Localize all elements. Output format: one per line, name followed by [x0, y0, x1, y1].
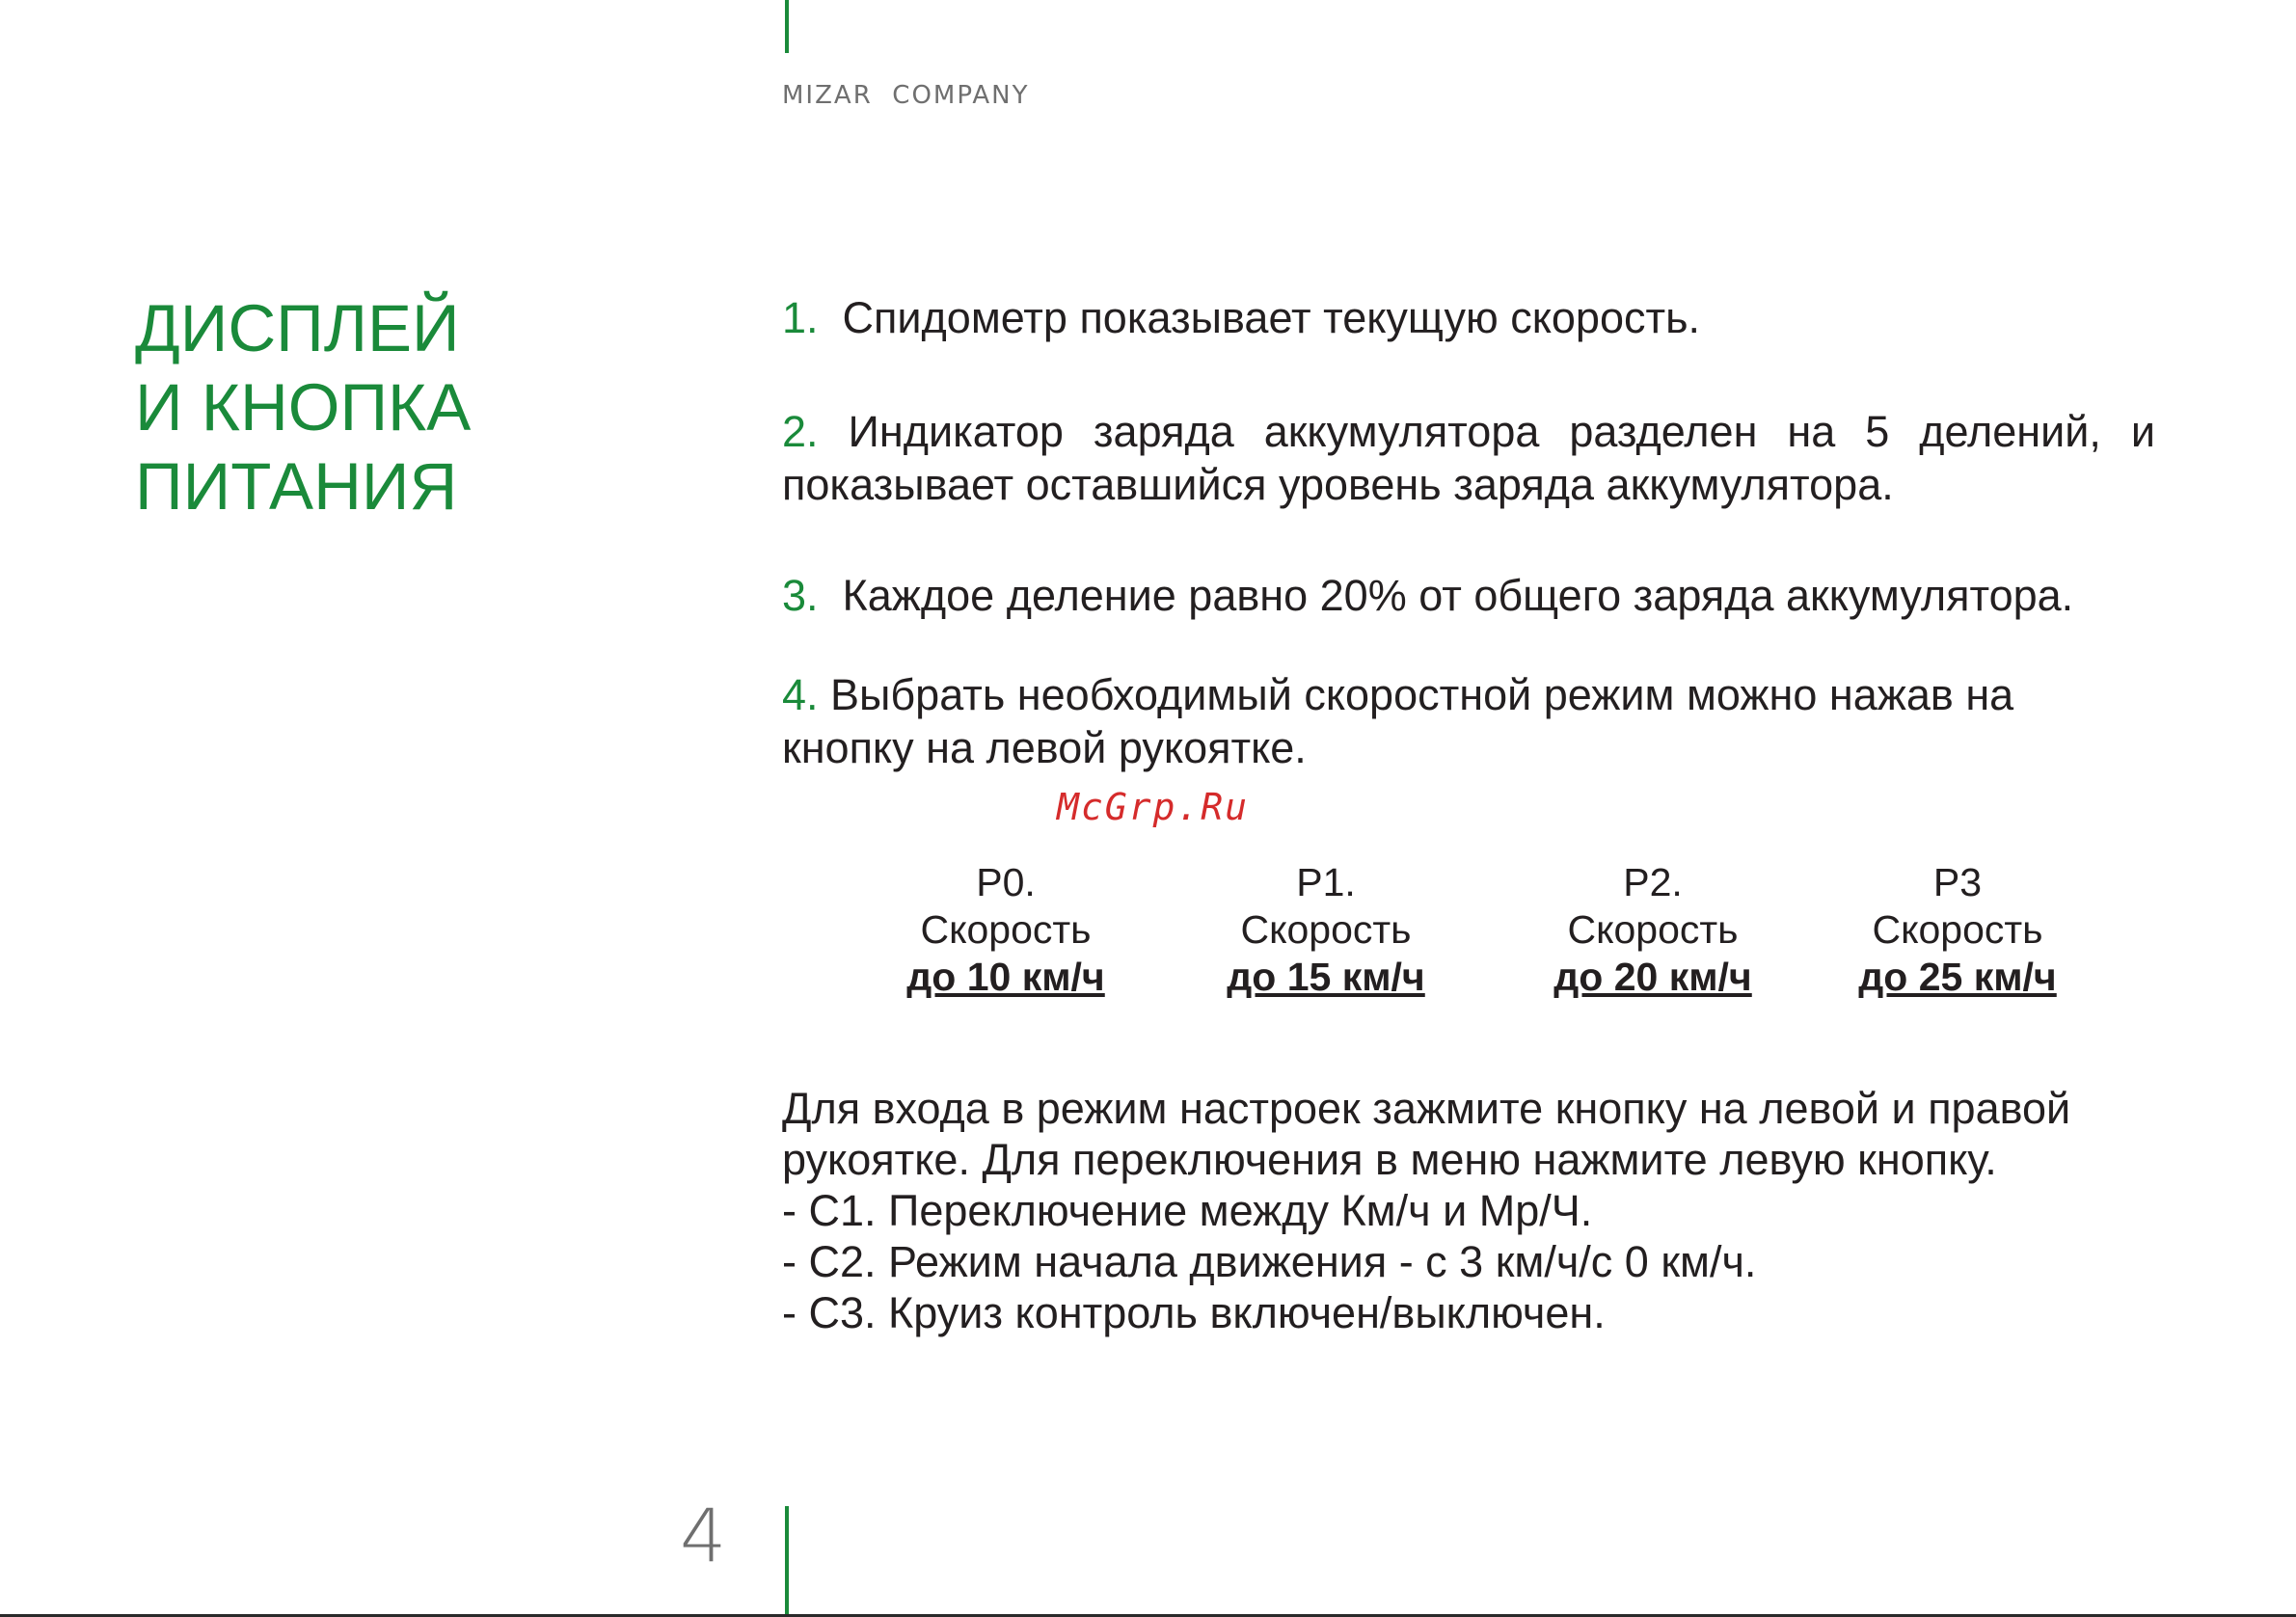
list-item-number: 2.: [782, 407, 819, 456]
settings-option-c2: - С2. Режим начала движения - с 3 км/ч/с 0 км/ч.: [782, 1237, 1757, 1286]
speed-mode-p2: [1508, 859, 1797, 1001]
list-item-speed-mode: [782, 668, 2155, 774]
list-item-text: Каждое деление равно 20% от общего заряда аккумулятора.: [842, 571, 2074, 620]
speed-mode-limit: до 10 км/ч: [906, 955, 1105, 999]
speed-mode-caption: Скорость: [920, 907, 1092, 952]
settings-intro-line: Для входа в режим настроек зажмите кнопку на левой и правой: [782, 1084, 2071, 1133]
page-number: 4: [680, 1493, 727, 1578]
speed-mode-limit: до 25 км/ч: [1858, 955, 2057, 999]
list-item-battery-indicator: [782, 405, 2155, 511]
header-divider-line: [785, 0, 789, 53]
list-item-text: Спидометр показывает текущую скорость.: [842, 293, 1701, 342]
section-title-line: ДИСПЛЕЙ: [135, 291, 460, 365]
speed-mode-caption: Скорость: [1567, 907, 1739, 952]
speed-mode-limit: до 20 км/ч: [1553, 955, 1752, 999]
list-item-text: Индикатор заряда аккумулятора разделен на 5 делений, и показывает оставшийся уровень заряда аккумулятора.: [782, 407, 2155, 509]
section-title-line: ПИТАНИЯ: [135, 449, 458, 524]
speed-mode-p3: [1813, 859, 2102, 1001]
speed-mode-label: P0.: [976, 860, 1036, 904]
section-title: [135, 289, 471, 526]
list-item-text: Выбрать необходимый скоростной режим можно нажав на кнопку на левой рукоятке.: [782, 670, 2014, 772]
settings-option-c1: - С1. Переключение между Км/ч и Мр/Ч.: [782, 1186, 1593, 1235]
speed-mode-caption: Скорость: [1240, 907, 1412, 952]
speed-mode-label: P1.: [1296, 860, 1356, 904]
list-item-number: 3.: [782, 571, 819, 620]
speed-mode-p1: [1181, 859, 1471, 1001]
list-item-speedometer: [782, 291, 2155, 344]
section-title-line: И КНОПКА: [135, 370, 472, 445]
company-name: MIZAR COMPANY: [782, 81, 1030, 110]
watermark: McGrp.Ru: [1057, 786, 1250, 828]
speed-mode-caption: Скорость: [1872, 907, 2043, 952]
speed-mode-label: P2.: [1623, 860, 1683, 904]
speed-mode-label: P3: [1932, 860, 1983, 904]
footer-divider-line: [785, 1506, 789, 1617]
list-item-number: 1.: [782, 293, 819, 342]
settings-option-c3: - С3. Круиз контроль включен/выключен.: [782, 1288, 1606, 1337]
speed-mode-limit: до 15 км/ч: [1227, 955, 1425, 999]
settings-instructions: [782, 1083, 2171, 1338]
list-item-battery-division: [782, 569, 2155, 622]
list-item-number: 4.: [782, 670, 819, 719]
settings-intro-line: рукоятке. Для переключения в меню нажмите левую кнопку.: [782, 1135, 1997, 1184]
speed-mode-p0: [861, 859, 1150, 1001]
